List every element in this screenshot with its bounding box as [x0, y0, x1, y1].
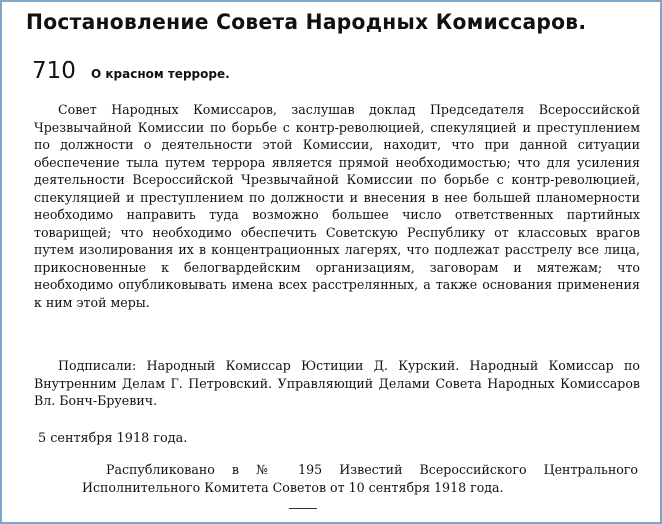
publication-note: Распубликовано в № 195 Известий Всероссийского Центрального Исполнительного Комитета Советов от 10 сентября 1918 года. — [82, 462, 638, 495]
decree-body: Совет Народных Комиссаров, заслушав доклад Председателя Всероссийской Чрезвычайной Комиссии по борьбе с контр-революцией, спекуляцией и преступлением по должности о деятельности этой Комиссии, находит, что при данной ситуации обеспечение тыла путем террора является прямой необходимостью; что для усиления деятельности Всероссийской Чрезвычайной Комиссии по борьбе с контр-революцией, спекуляцией и преступлением по должности и внесения в нее большей планомерности необходимо направить туда возможно большее число ответственных партийных товарищей; что необходимо обеспечить Советскую Республику от классовых врагов путем изолирования их в концентрационных лагерях, что подлежат расстрелу все лица, прикосновенные к белогвардейским организациям, заговорам и мятежам; что необходимо опубликовывать имена всех расстрелянных, а также основания применения к ним этой меры. — [34, 102, 640, 310]
decree-number: 710 — [32, 58, 76, 84]
document-heading: Постановление Совета Народных Комиссаров. — [26, 10, 587, 35]
decree-date: 5 сентября 1918 года. — [38, 431, 188, 446]
decree-header — [32, 58, 230, 84]
decree-document — [2, 2, 660, 522]
end-divider — [289, 508, 317, 509]
signatories: Подписали: Народный Комиссар Юстиции Д. Курский. Народный Комиссар по Внутренним Делам Г. Петровский. Управляющий Делами Совета Народных Комиссаров Вл. Бонч-Бруевич. — [34, 358, 640, 408]
decree-title: О красном терроре. — [91, 67, 230, 81]
